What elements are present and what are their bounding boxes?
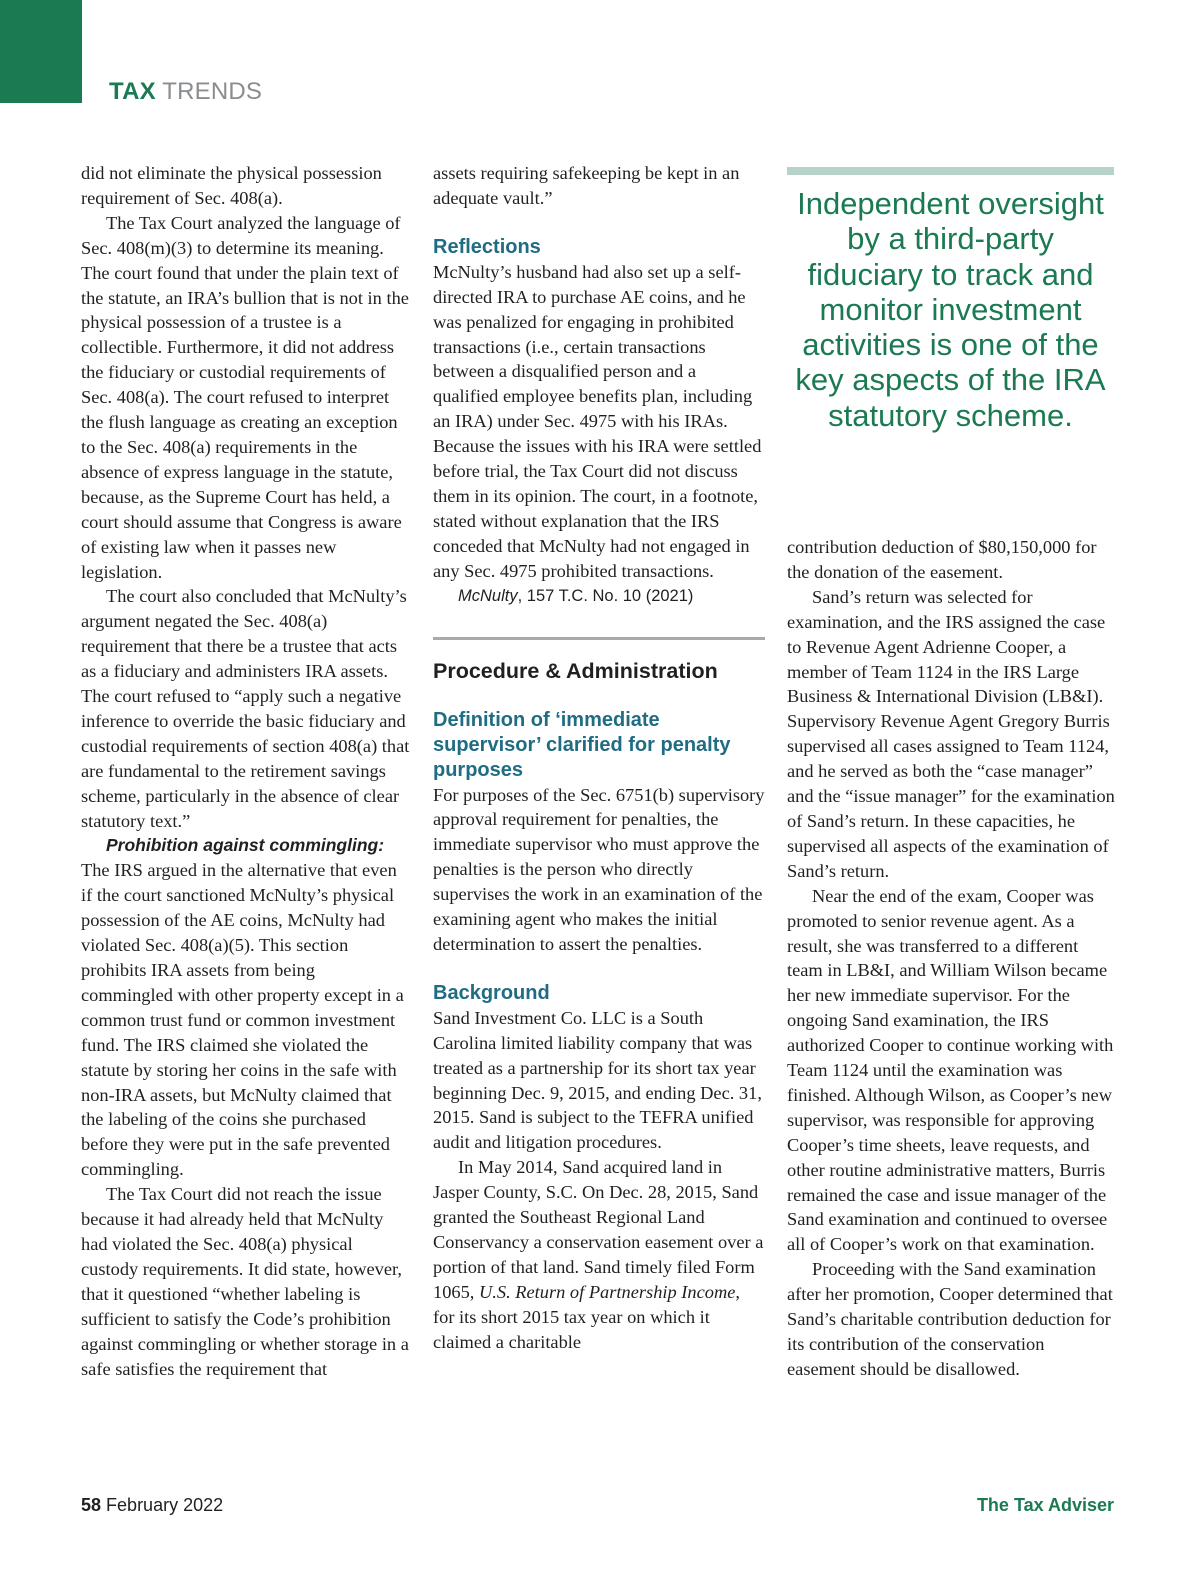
pullquote: Independent oversight by a third-party fiduciary to track and monitor investment activities is one of the key aspects of the IRA statutory scheme.: [795, 186, 1106, 433]
paragraph: contribution deduction of $80,150,000 for the donation of the easement.: [787, 537, 1097, 582]
paragraph-text: In May 2014, Sand acquired land in Jasper County, S.C. On Dec. 28, 2015, Sand granted the Southeast Regional Land Conservancy a conservation easement over a portion of that land. Sand timely filed Form 1065,: [433, 1157, 764, 1302]
citation-rest: , 157 T.C. No. 10 (2021): [517, 586, 694, 605]
publication-name: The Tax Adviser: [976, 1495, 1114, 1515]
paragraph: Near the end of the exam, Cooper was promoted to senior revenue agent. As a result, she was transferred to a different team in LB&I, and William Wilson became her new immediate supervisor. For the ongoing Sand examination, the IRS authorized Cooper to continue working with Team 1124 until the examination was finished. Although Wilson, as Cooper’s new supervisor, was responsible for approving Cooper’s time sheets, leave requests, and other routine administrative matters, Burris remained the case and issue manager of the Sand examination and continued to oversee all of Cooper’s work on that examination.: [787, 885, 1114, 1255]
section-label-bold: TAX: [109, 78, 156, 105]
case-citation: [433, 584, 765, 609]
column-2: [433, 161, 765, 1355]
corner-accent-block: [0, 0, 82, 103]
paragraph: The court also concluded that McNulty’s argument negated the Sec. 408(a) requirement that there be a trustee that acts as a fiduciary and administers IRA assets. The court refused to “apply such a negative inference to override the basic fiduciary and custodial requirements of section 408(a) that are fundamental to the retirement savings scheme, particularly in the absence of clear statutory text.”: [81, 586, 410, 831]
paragraph: Proceeding with the Sand examination after her promotion, Cooper determined that Sand’s charitable contribution deduction for its contribution of the conservation easement should be disallowed.: [787, 1259, 1113, 1379]
paragraph: The Tax Court did not reach the issue because it had already held that McNulty had violated the Sec. 408(a) physical custody requirements. It did state, however, that it questioned “whether labeling is sufficient to satisfy the Code’s prohibition against commingling or whether storage in a safe satisfies the requirement that: [81, 1184, 409, 1379]
paragraph-text: , for its short 2015 tax year on which it claimed a charitable: [433, 1281, 741, 1352]
issue-date: February 2022: [106, 1495, 224, 1515]
section-label-light: TRENDS: [162, 78, 263, 105]
run-in-heading: Prohibition against commingling:: [106, 835, 385, 856]
citation-case-name: McNulty: [458, 586, 518, 605]
paragraph: Sand’s return was selected for examination, and the IRS assigned the case to Revenue Agent Adrienne Cooper, a member of Team 1124 in the IRS Large Business & International Division (LB&I). Supervisory Revenue Agent Gregory Burris supervised all cases assigned to Team 1124, and he served as both the “case manager” and the “issue manager” for the examination of Sand’s return. In these capacities, he supervised all aspects of the examination of Sand’s return.: [787, 586, 1115, 881]
paragraph-text: The IRS argued in the alternative that even if the court sanctioned McNulty’s physical possession of the AE coins, McNulty had violated Sec. 408(a)(5). This section prohibits IRA assets from being commingled with other property except in a common trust fund or common investment fund. The IRS claimed she violated the statute by storing her coins in the safe with non-IRA assets, but McNulty claimed that the labeling of the coins she purchased before they were put in the safe prevented commingling.: [81, 860, 404, 1180]
paragraph: did not eliminate the physical possession requirement of Sec. 408(a).: [81, 163, 382, 208]
paragraph: Sand Investment Co. LLC is a South Carolina limited liability company that was treated as a partnership for its short tax year beginning Dec. 9, 2015, and ending Dec. 31, 2015. Sand is subject to the TEFRA unified audit and litigation procedures.: [433, 1007, 762, 1153]
pullquote-bar: [787, 167, 1114, 175]
column-1: [81, 161, 411, 1381]
form-title: U.S. Return of Partnership Income: [479, 1281, 736, 1302]
heading-reflections: Reflections: [433, 235, 541, 258]
heading-background: Background: [433, 981, 550, 1004]
section-label: [109, 78, 262, 106]
paragraph: For purposes of the Sec. 6751(b) supervisory approval requirement for penalties, the immediate supervisor who must approve the penalties is the person who directly supervises the work in an examination of the examining agent who makes the initial determination to assert the penalties.: [433, 784, 765, 954]
page-number: 58: [81, 1495, 102, 1515]
paragraph: assets requiring safekeeping be kept in an adequate vault.”: [433, 163, 740, 208]
footer-folio: [81, 1495, 223, 1516]
paragraph: McNulty’s husband had also set up a self-directed IRA to purchase AE coins, and he was penalized for engaging in prohibited transactions (i.e., certain transactions between a disqualified person and a qualified employee benefits plan, including an IRA) under Sec. 4975 with his IRAs. Because the issues with his IRA were settled before trial, the Tax Court did not discuss them in its opinion. The court, in a footnote, stated without explanation that the IRS conceded that McNulty had not engaged in any Sec. 4975 prohibited transactions.: [433, 261, 762, 581]
column-3: [787, 535, 1115, 1382]
paragraph: The Tax Court analyzed the language of Sec. 408(m)(3) to determine its meaning. The court found that under the plain text of the statute, an IRA’s bullion that is not in the physical possession of a trustee is a collectible. Furthermore, it did not address the fiduciary or custodial requirements of Sec. 408(a). The court refused to interpret the flush language as creating an exception to the Sec. 408(a) requirements in the absence of express language in the statute, because, as the Supreme Court has held, a court should assume that Congress is aware of existing law when it passes new legislation.: [81, 212, 409, 582]
article-heading: Definition of ‘immediate supervisor’ clarified for penalty purposes: [433, 708, 731, 781]
paragraph-commingling: [81, 833, 411, 1182]
section-heading: Procedure & Administration: [433, 658, 718, 683]
paragraph: [433, 1155, 765, 1354]
